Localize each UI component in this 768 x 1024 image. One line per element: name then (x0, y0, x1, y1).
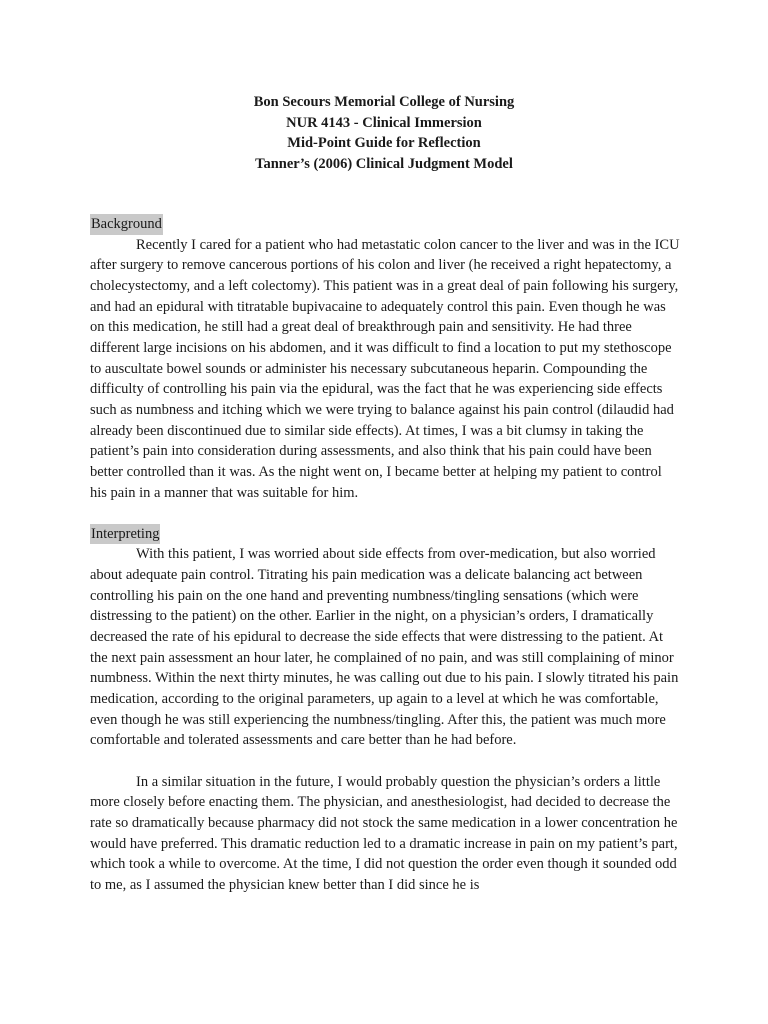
interpreting-paragraph-1: With this patient, I was worried about side effects from over-medication, but also worried about adequate pain control. Titrating his pain medication was a delicate balancing act between controlling his pain on the one hand and preventing numbness/tingling sensations (which were distressing to the patient) on the other. Earlier in the night, on a physician’s orders, I dramatically decreased the rate of his epidural to decrease the side effects that were distressing to the patient. At the next pain assessment an hour later, he complained of no pain, and was still complaining of minor numbness. Within the next thirty minutes, he was calling out due to his pain. I slowly titrated his pain medication, according to the original parameters, up again to a level at which he was comfortable, even though he was still experiencing the numbness/tingling. After this, the patient was much more comfortable and tolerated assessments and care better than he had before. (90, 546, 679, 749)
section-spacer (90, 503, 682, 524)
model-title: Tanner’s (2006) Clinical Judgment Model (255, 155, 513, 172)
college-name: Bon Secours Memorial College of Nursing (253, 94, 515, 110)
interpreting-paragraph-2: In a similar situation in the future, I would probably question the physician’s orders a little more closely before enacting them. The physician, and anesthesiologist, had decided to decrease the rate so dramatically because pharmacy did not stock the same medication in a lower concentration he would have preferred. This dramatic reduction led to a dramatic increase in pain on my patient’s part, which took a while to overcome. At the time, I did not question the order even though it sounded odd to me, as I assumed the physician knew better than I did since he is (90, 773, 678, 893)
background-section (90, 214, 682, 503)
paragraph-spacer (90, 751, 682, 772)
interpreting-heading: Interpreting (90, 524, 160, 545)
background-heading: Background (90, 214, 163, 235)
document-body (90, 214, 682, 896)
background-paragraph: Recently I cared for a patient who had metastatic colon cancer to the liver and was in the ICU after surgery to remove cancerous portions of his colon and liver (he received a right hepatectomy, a cholecystectomy, and a left colectomy). This patient was in a great deal of pain following his surgery, and had an epidural with titratable bupivacaine to adequately control this pain. Even though he was on this medication, he still had a great deal of breakthrough pain and sensitivity. He had three different large incisions on his abdomen, and it was difficult to find a location to put my stethoscope to auscultate bowel sounds or administer his necessary subcutaneous heparin. Compounding the difficulty of controlling his pain via the epidural, was the fact that he was experiencing side effects such as numbness and itching which we were trying to balance against his pain control (dilaudid had already been discontinued due to similar side effects). At times, I was a bit clumsy in taking the patient’s pain into consideration during assessments, and also think that his pain could have been better controlled than it was. As the night went on, I became better at helping my patient to control his pain in a manner that was suitable for him. (90, 236, 680, 501)
course-title: NUR 4143 - Clinical Immersion (286, 114, 482, 131)
guide-title: Mid-Point Guide for Reflection (287, 135, 481, 151)
document-header (0, 92, 768, 174)
interpreting-section (90, 524, 682, 896)
